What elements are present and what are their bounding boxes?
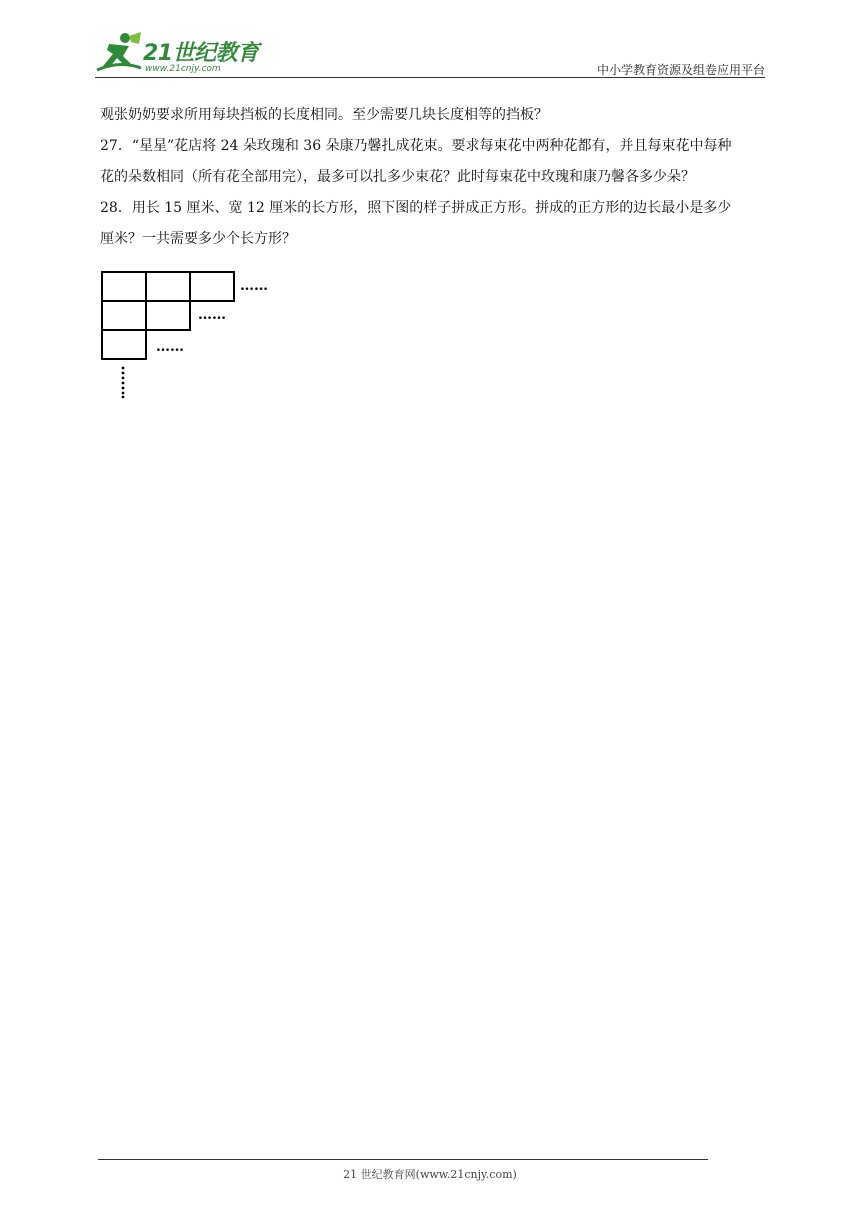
logo-url: www.21cnjy.com — [145, 64, 221, 74]
platform-label: 中小学教育资源及组卷应用平台 — [596, 63, 765, 77]
header-divider — [95, 77, 765, 78]
rect-r3c1 — [102, 330, 146, 359]
logo-text: 21世纪教育 — [143, 41, 259, 66]
question-27-line1: 27．“星星”花店将 24 朵玫瑰和 36 朵康乃馨扎成花束。要求每束花中两种花都有，并且每束花中每种 — [100, 138, 732, 154]
footer-text: 21 世纪教育网(www.21cnjy.com) — [343, 1168, 517, 1181]
rectangle-staircase-figure — [98, 268, 298, 408]
dots-row3: …… — [156, 339, 184, 355]
question-28-line2: 厘米？一共需要多少个长方形？ — [100, 231, 296, 247]
rect-r2c2 — [146, 301, 190, 330]
dots-vertical — [122, 367, 125, 399]
question-content — [100, 100, 765, 255]
rect-r1c2 — [146, 272, 190, 301]
question-26-continuation: 观张奶奶要求所用每块挡板的长度相同。至少需要几块长度相等的挡板？ — [100, 107, 548, 123]
dots-row2: …… — [198, 307, 226, 323]
rect-r1c3 — [190, 272, 234, 301]
question-27-line2: 花的朵数相同（所有花全部用完），最多可以扎多少束花？此时每束花中玫瑰和康乃馨各多少朵？ — [100, 169, 695, 185]
rect-r1c1 — [102, 272, 146, 301]
page-header — [95, 30, 765, 78]
rect-r2c1 — [102, 301, 146, 330]
footer-divider — [98, 1159, 708, 1160]
dots-row1: …… — [240, 278, 268, 294]
site-logo — [95, 30, 265, 76]
runner-icon — [95, 30, 143, 76]
question-28-line1: 28．用长 15 厘米、宽 12 厘米的长方形，照下图的样子拼成正方形。拼成的正方形的边长最小是多少 — [100, 200, 732, 216]
